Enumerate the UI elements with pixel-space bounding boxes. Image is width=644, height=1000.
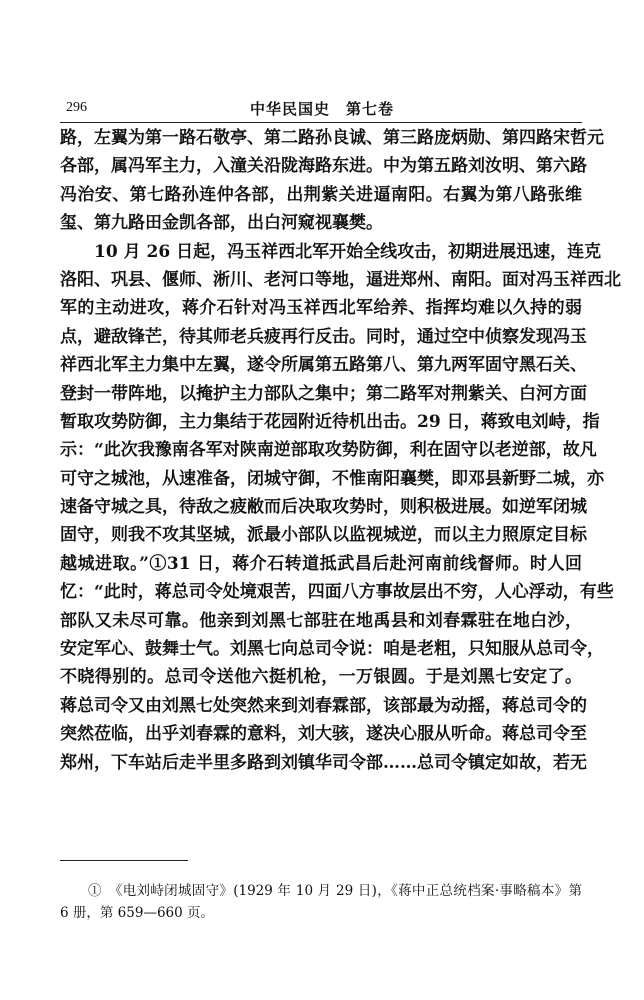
text-line: 速备守城之具，待敌之疲敝而后决取攻势时，则积极进展。如逆军闭城	[60, 497, 587, 518]
text-line: 部队又未尽可靠。他亲到刘黑七部驻在地禹县和刘春霖驻在地白沙，	[60, 610, 582, 631]
text-line: 祥西北军主力集中左翼，遂令所属第五路第八、第九两军固守黑石关、	[60, 355, 587, 376]
footnote-line: ① 《电刘峙闭城固守》(1929 年 10 月 29 日)，《蒋中正总统档案·事略稿本》第	[88, 883, 582, 899]
text-line: 固守，则我不攻其坚城，派最小部队以监视城逆，而以主力照原定目标	[60, 525, 587, 546]
text-line: 点，避敌锋芒，待其师老兵疲再行反击。同时，通过空中侦察发现冯玉	[60, 326, 587, 347]
body-text	[60, 124, 621, 777]
text-line: 不晓得别的。总司令送他六挺机枪，一万银圆。于是刘黑七安定了。	[60, 667, 582, 688]
text-line: 暂取攻势防御，主力集结于花园附近待机出击。29 日，蒋致电刘峙，指	[60, 411, 600, 432]
text-line: 忆：“此时，蒋总司令处境艰苦，四面八方事故层出不穷，人心浮动，有些	[60, 582, 614, 603]
text-line: 越城进取。”①31 日，蒋介石转道抵武昌后赴河南前线督师。时人回	[60, 553, 582, 574]
text-line: 蒋总司令又由刘黑七处突然来到刘春霖部，该部最为动摇，蒋总司令的	[60, 695, 587, 716]
text-line: 军的主动进攻，蒋介石针对冯玉祥西北军给养、指挥均难以久持的弱	[60, 298, 582, 319]
footnote-rule	[60, 860, 188, 861]
running-title: 中华民国史 第七卷	[249, 100, 394, 118]
header-rule	[60, 122, 582, 123]
text-line: 示：“此次我豫南各军对陕南逆部取攻势防御，利在固守以老逆部，故凡	[60, 440, 597, 461]
text-line: 洛阳、巩县、偃师、淅川、老河口等地，逼进郑州、南阳。面对冯玉祥西北	[60, 269, 621, 290]
footnote-line: 6 册，第 659—660 页。	[60, 905, 214, 921]
text-line: 10 月 26 日起，冯玉祥西北军开始全线攻击，初期进展迅速，连克	[94, 241, 602, 262]
text-line: 玺、第九路田金凯各部，出白河窥视襄樊。	[60, 213, 383, 234]
text-line: 各部，属冯军主力，入潼关沿陇海路东进。中为第五路刘汝明、第六路	[60, 156, 587, 177]
footnote	[60, 880, 582, 924]
text-line: 可守之城池，从速准备，闭城守御，不惟南阳襄樊，即邓县新野二城，亦	[60, 468, 604, 489]
page-number: 296	[66, 100, 87, 115]
text-line: 登封一带阵地，以掩护主力部队之集中；第二路军对荆紫关、白河方面	[60, 383, 587, 404]
text-line: 安定军心、鼓舞士气。刘黑七向总司令说：咱是老粗，只知服从总司令，	[60, 639, 604, 660]
text-line: 冯治安、第七路孙连仲各部，出荆紫关进逼南阳。右翼为第八路张维	[60, 184, 582, 205]
text-line: 郑州，下车站后走半里多路到刘镇华司令部……总司令镇定如故，若无	[60, 752, 587, 773]
text-line: 路，左翼为第一路石敬亭、第二路孙良诚、第三路庞炳勋、第四路宋哲元	[60, 128, 604, 148]
text-line: 突然莅临，出乎刘春霖的意料，刘大骇，遂决心服从听命。蒋总司令至	[60, 724, 587, 745]
